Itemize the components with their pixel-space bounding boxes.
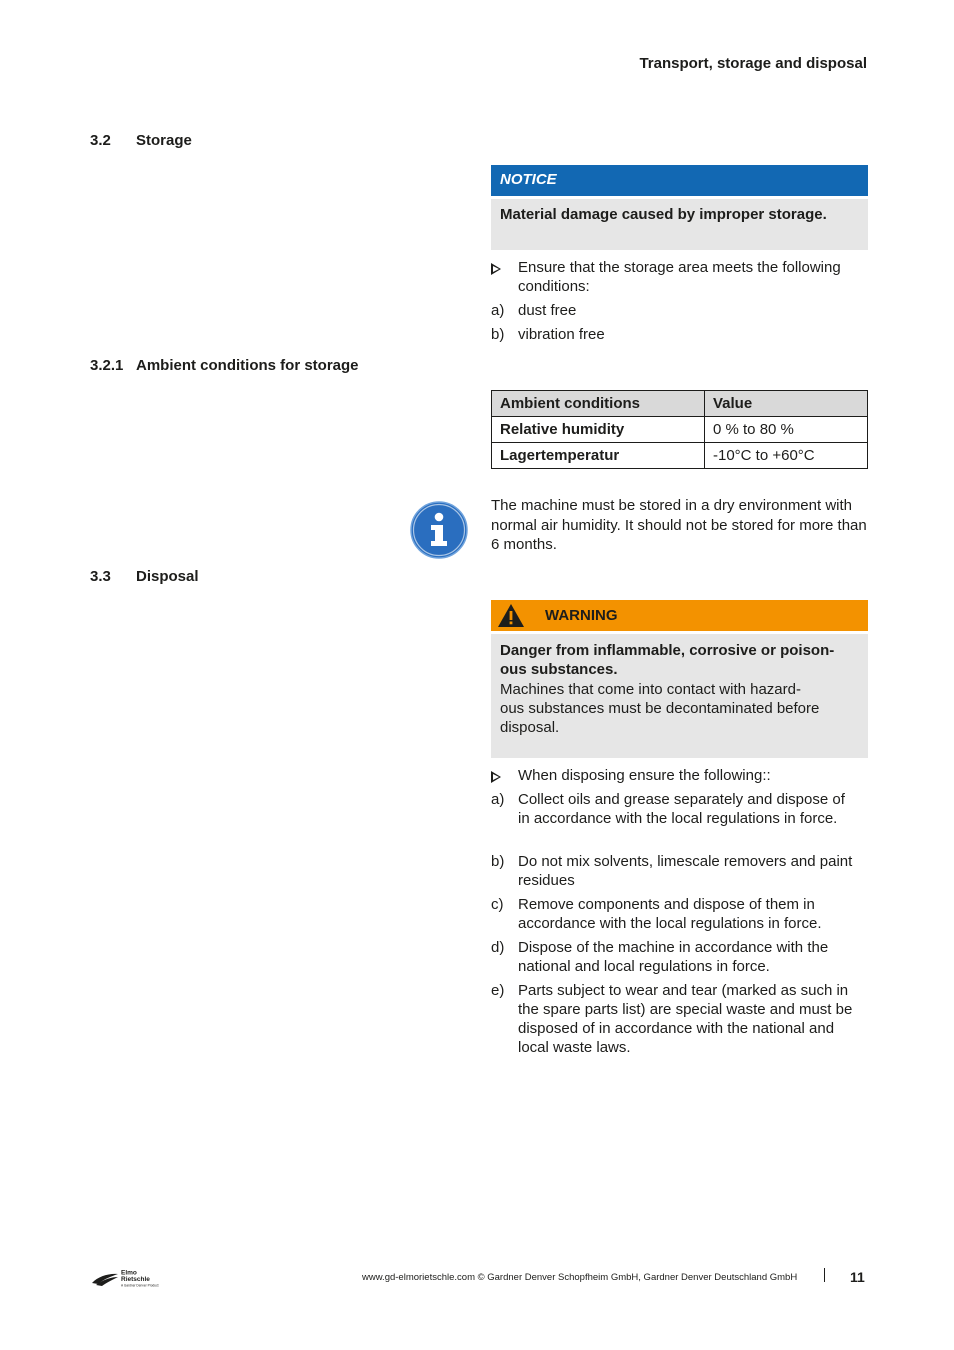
section-title: Storage bbox=[136, 132, 192, 149]
footer-text bbox=[362, 1272, 797, 1283]
logo-tagline: A Gardner Denver Product bbox=[121, 1283, 159, 1288]
list-item: b) Do not mix solvents, limescale removers and paint residues bbox=[491, 853, 853, 889]
warning-title: ous substances. bbox=[500, 661, 618, 679]
list-item: a) Collect oils and grease separately and dispose of in accordance with the local regulations in force. bbox=[491, 791, 845, 827]
logo-text: Rietschle bbox=[121, 1276, 150, 1283]
footer-copyright: © Gardner Denver Schopfheim GmbH, Gardner Denver Deutschland GmbH bbox=[477, 1272, 798, 1283]
table-row bbox=[492, 443, 868, 469]
table-cell: Lagertemperatur bbox=[492, 443, 705, 469]
list-item: e) Parts subject to wear and tear (marked as such in the spare parts list) are special waste and must be disposed of in accordance with the national and local waste laws. bbox=[491, 982, 853, 1056]
warning-header bbox=[491, 600, 868, 631]
section-number: 3.3 bbox=[90, 568, 111, 585]
section-number: 3.2 bbox=[90, 132, 111, 149]
running-header: Transport, storage and disposal bbox=[639, 55, 867, 72]
warning-text: Machines that come into contact with hazard- bbox=[500, 680, 801, 698]
ambient-conditions-table bbox=[491, 390, 868, 469]
list-item: c) Remove components and dispose of them in accordance with the local regulations in force. bbox=[491, 896, 822, 932]
table-cell: -10°C to +60°C bbox=[705, 443, 868, 469]
arrow-icon bbox=[491, 258, 501, 277]
footer-separator bbox=[824, 1268, 825, 1282]
column-header: Ambient conditions bbox=[492, 391, 705, 417]
notice-header: NOTICE bbox=[491, 165, 868, 196]
info-text: The machine must be stored in a dry environment with normal air humidity. It should not be stored for more than 6 months. bbox=[491, 497, 867, 553]
table-row bbox=[492, 417, 868, 443]
elmo-rietschle-logo bbox=[90, 1268, 170, 1294]
warning-text: ous substances must be decontaminated before bbox=[500, 699, 820, 717]
column-header: Value bbox=[705, 391, 868, 417]
section-heading-disposal bbox=[90, 568, 199, 585]
list-item: a) dust free bbox=[491, 302, 577, 319]
section-heading-storage bbox=[90, 132, 192, 149]
section-number: 3.2.1 bbox=[90, 357, 124, 374]
page-number: 11 bbox=[850, 1269, 865, 1285]
section-title: Ambient conditions for storage bbox=[136, 357, 359, 374]
footer-website: www.gd-elmorietschle.com bbox=[362, 1272, 475, 1283]
warning-triangle-icon bbox=[497, 603, 525, 628]
table-cell: 0 % to 80 % bbox=[705, 417, 868, 443]
notice-message: Material damage caused by improper storage. bbox=[491, 199, 868, 250]
info-icon bbox=[410, 501, 468, 559]
warning-body bbox=[491, 634, 868, 758]
logo-text: Elmo bbox=[121, 1269, 137, 1277]
warning-label: WARNING bbox=[545, 607, 618, 624]
section-heading-ambient bbox=[90, 357, 359, 374]
list-item: b) vibration free bbox=[491, 326, 605, 343]
table-cell: Relative humidity bbox=[492, 417, 705, 443]
list-item: d) Dispose of the machine in accordance with the national and local regulations in force. bbox=[491, 939, 829, 975]
table-header-row bbox=[492, 391, 868, 417]
disposal-instruction: When disposing ensure the following:: bbox=[491, 766, 871, 785]
warning-title: Danger from inflammable, corrosive or poison- bbox=[500, 642, 835, 659]
warning-text: disposal. bbox=[500, 719, 560, 737]
section-title: Disposal bbox=[136, 568, 199, 585]
storage-instruction: Ensure that the storage area meets the following conditions: bbox=[491, 258, 871, 296]
arrow-icon bbox=[491, 766, 501, 785]
